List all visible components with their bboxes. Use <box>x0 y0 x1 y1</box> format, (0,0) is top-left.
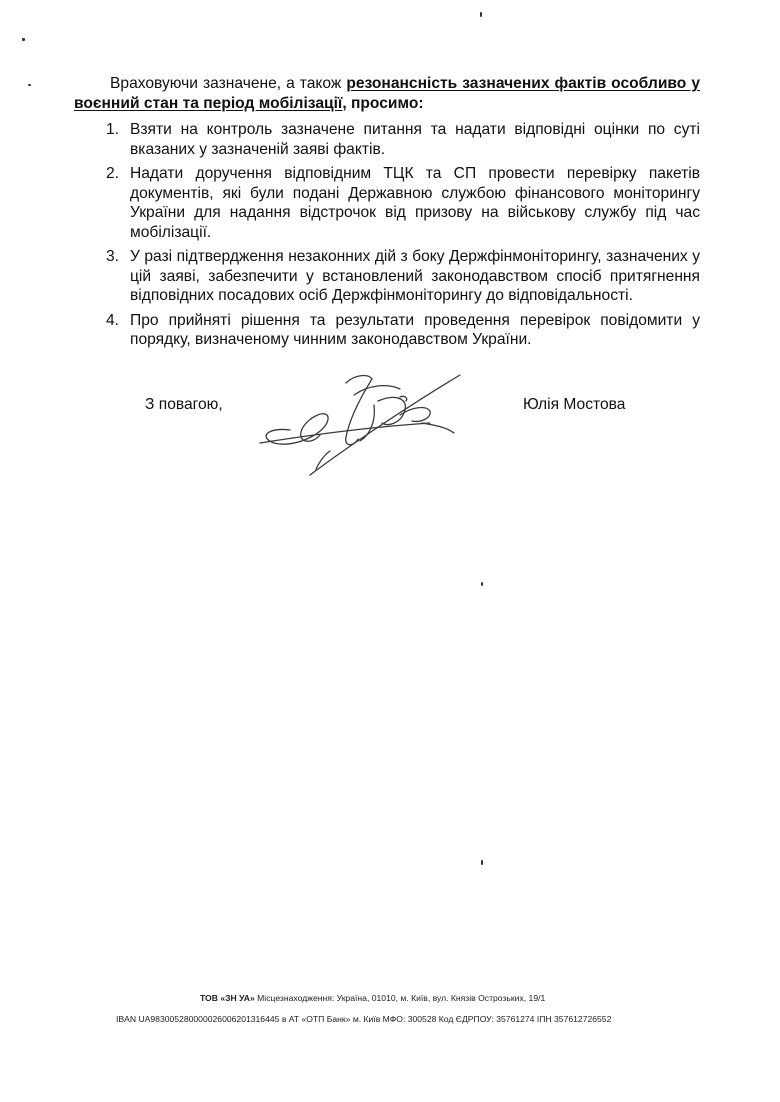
request-number: 2. <box>106 165 120 182</box>
request-text: Надати доручення відповідним ТЦК та СП провести перевірку пакетів документів, які були подані Державною службою фінансового моніторингу України для надання відстрочок від призову на військову службу під час мобілізації. <box>130 165 700 241</box>
request-number: 1. <box>106 121 120 138</box>
request-item <box>106 120 700 159</box>
request-item <box>106 247 700 306</box>
scan-speck <box>28 84 31 86</box>
scan-speck <box>481 860 483 865</box>
footer-company-line <box>200 993 660 1003</box>
intro-emphasis-text: резонансність зазначених фактів особливо у воєнний стан та період мобілізації <box>74 75 700 112</box>
footer-bank-line: IBAN UA983005280000026006201316445 в АТ «ОТП Банк» м. Київ МФО: 300528 Код ЄДРПОУ: 35761274 ІПН 357612726552 <box>116 1014 612 1024</box>
request-item <box>106 164 700 242</box>
request-text: Взяти на контроль зазначене питання та надати відповідні оцінки по суті вказаних у зазначеній заяві фактів. <box>130 121 700 158</box>
scan-speck <box>480 12 482 17</box>
intro-request-text: , просимо: <box>342 95 424 112</box>
handwritten-signature <box>250 365 500 480</box>
closing-phrase: З повагою, <box>145 396 223 413</box>
scan-speck <box>22 38 25 41</box>
request-text: Про прийняті рішення та результати проведення перевірок повідомити у порядку, визначеному чинним законодавством України. <box>130 311 700 348</box>
footer-address: Місцезнаходження: Україна, 01010, м. Київ, вул. Князів Острозьких, 19/1 <box>254 993 546 1003</box>
intro-paragraph <box>74 74 700 114</box>
request-list <box>106 120 700 355</box>
signer-name: Юлія Мостова <box>523 396 626 413</box>
footer-company-name: ТОВ «ЗН УА» <box>200 993 255 1003</box>
request-number: 3. <box>106 248 120 265</box>
scan-speck <box>481 582 483 586</box>
request-text: У разі підтвердження незаконних дій з боку Держфінмоніторингу, зазначених у цій заяві, забезпечити у встановлений законодавством спосіб притягнення відповідних посадових осіб Держфінмоніторингу до відповідальності. <box>130 248 700 304</box>
request-number: 4. <box>106 311 120 329</box>
intro-plain-text: Враховуючи зазначене, а також <box>110 75 347 92</box>
request-item <box>106 311 700 350</box>
